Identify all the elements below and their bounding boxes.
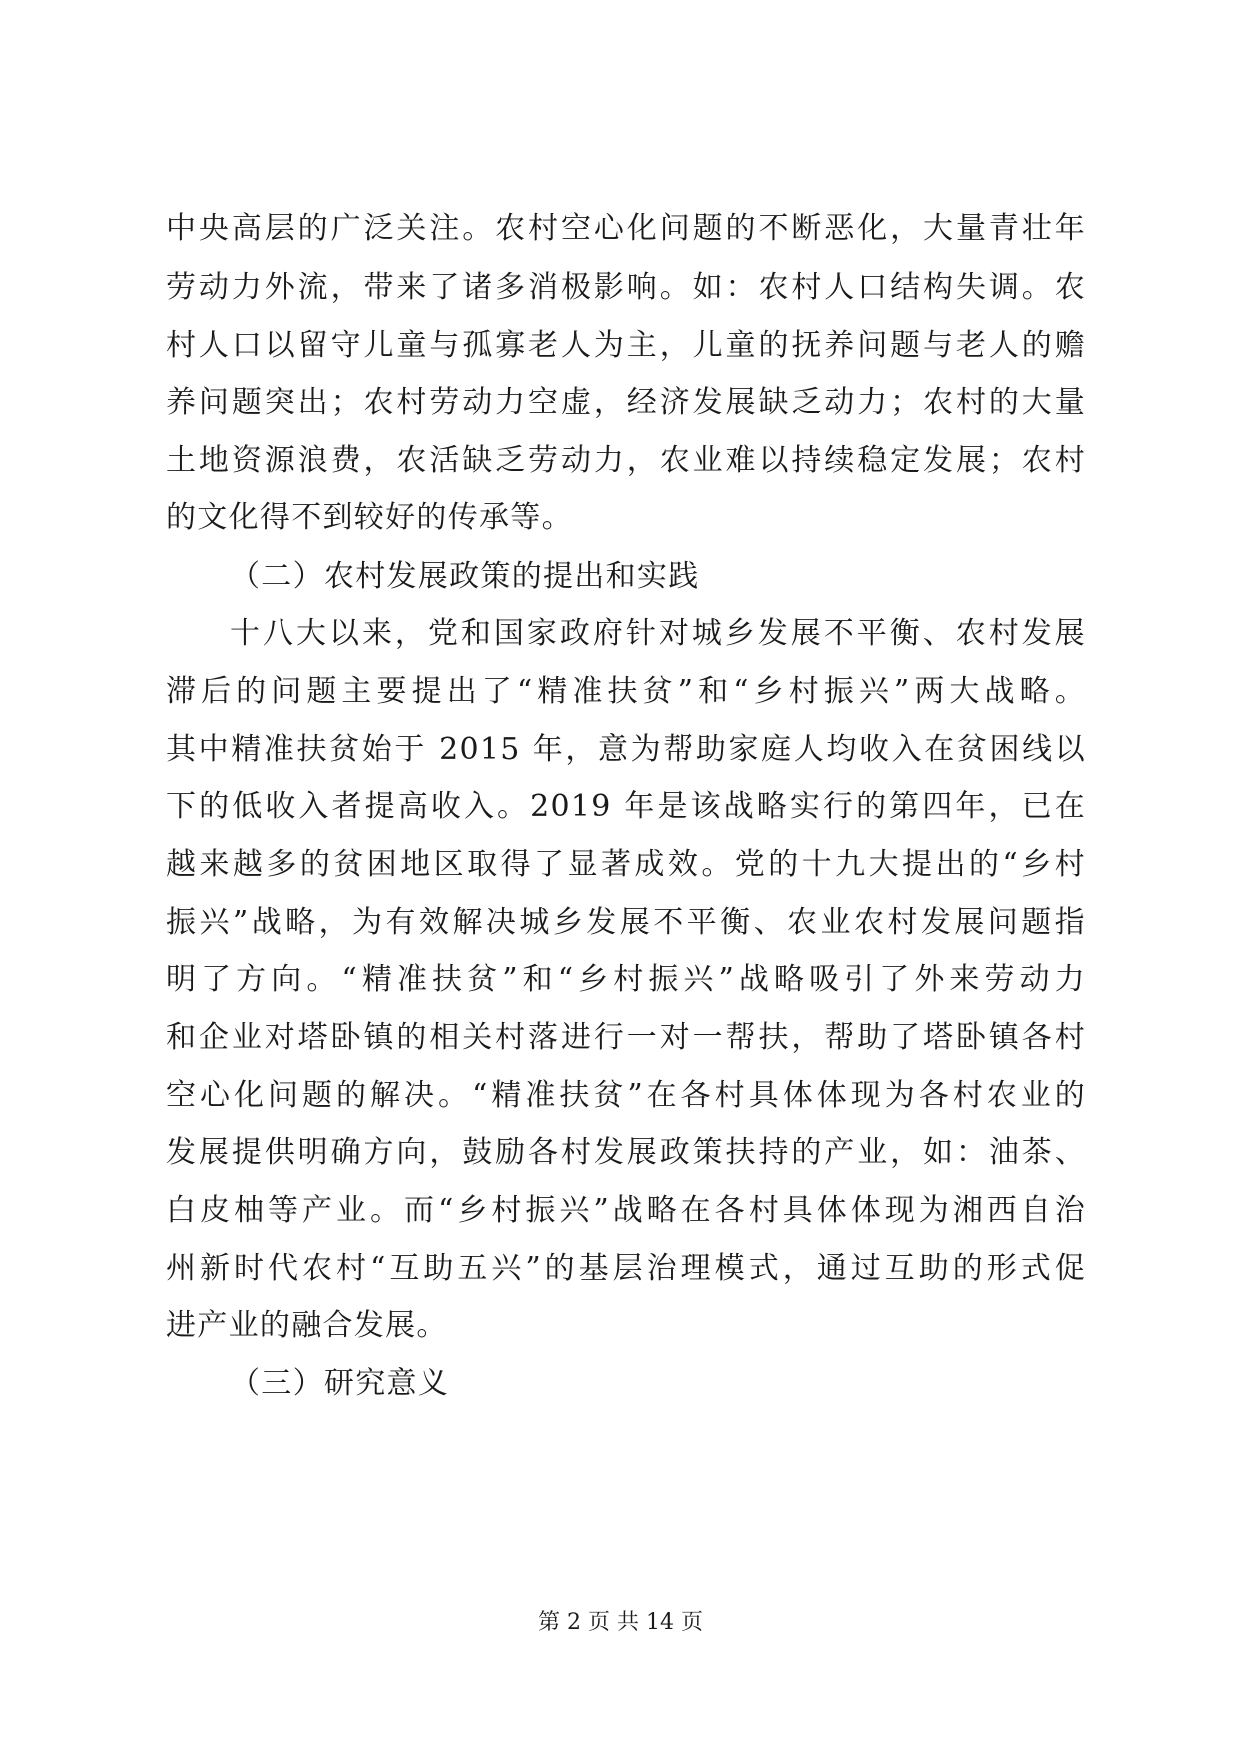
paragraph-line: 州新时代农村“互助五兴”的基层治理模式，通过互助的形式促 bbox=[166, 1251, 1086, 1286]
paragraph-line: 下的低收入者提高收入。2019 年是该战略实行的第四年，已在 bbox=[166, 789, 1086, 824]
paragraph-line: 明了方向。“精准扶贫”和“乡村振兴”战略吸引了外来劳动力 bbox=[166, 962, 1086, 997]
paragraph-line: 发展提供明确方向，鼓励各村发展政策扶持的产业，如：油茶、 bbox=[166, 1135, 1086, 1170]
paragraph-line: 养问题突出；农村劳动力空虚，经济发展缺乏动力；农村的大量 bbox=[166, 385, 1086, 420]
paragraph-line: 劳动力外流，带来了诸多消极影响。如：农村人口结构失调。农 bbox=[166, 270, 1086, 305]
paragraph-line: 空心化问题的解决。“精准扶贫”在各村具体体现为各村农业的 bbox=[166, 1078, 1086, 1113]
paragraph-line: 白皮柚等产业。而“乡村振兴”战略在各村具体体现为湘西自治 bbox=[166, 1193, 1086, 1228]
paragraph-line: 越来越多的贫困地区取得了显著成效。党的十九大提出的“乡村 bbox=[166, 847, 1086, 882]
paragraph-line: 的文化得不到较好的传承等。 bbox=[166, 500, 573, 535]
section-heading: （三）研究意义 bbox=[230, 1366, 450, 1401]
paragraph-line: 进产业的融合发展。 bbox=[166, 1308, 448, 1343]
paragraph-line: 滞后的问题主要提出了“精准扶贫”和“乡村振兴”两大战略。 bbox=[166, 674, 1086, 709]
section-heading: （二）农村发展政策的提出和实践 bbox=[230, 559, 700, 594]
paragraph-line: 土地资源浪费，农活缺乏劳动力，农业难以持续稳定发展；农村 bbox=[166, 443, 1086, 478]
paragraph-line: 中央高层的广泛关注。农村空心化问题的不断恶化，大量青壮年 bbox=[166, 211, 1086, 246]
page-number-footer: 第 2 页 共 14 页 bbox=[538, 1610, 703, 1635]
paragraph-line: 十八大以来，党和国家政府针对城乡发展不平衡、农村发展 bbox=[230, 616, 1086, 651]
paragraph-line: 其中精准扶贫始于 2015 年，意为帮助家庭人均收入在贫困线以 bbox=[166, 732, 1086, 767]
paragraph-line: 振兴”战略，为有效解决城乡发展不平衡、农业农村发展问题指 bbox=[166, 905, 1086, 940]
paragraph-line: 村人口以留守儿童与孤寡老人为主，儿童的抚养问题与老人的赡 bbox=[166, 328, 1086, 363]
paragraph-line: 和企业对塔卧镇的相关村落进行一对一帮扶，帮助了塔卧镇各村 bbox=[166, 1020, 1086, 1055]
